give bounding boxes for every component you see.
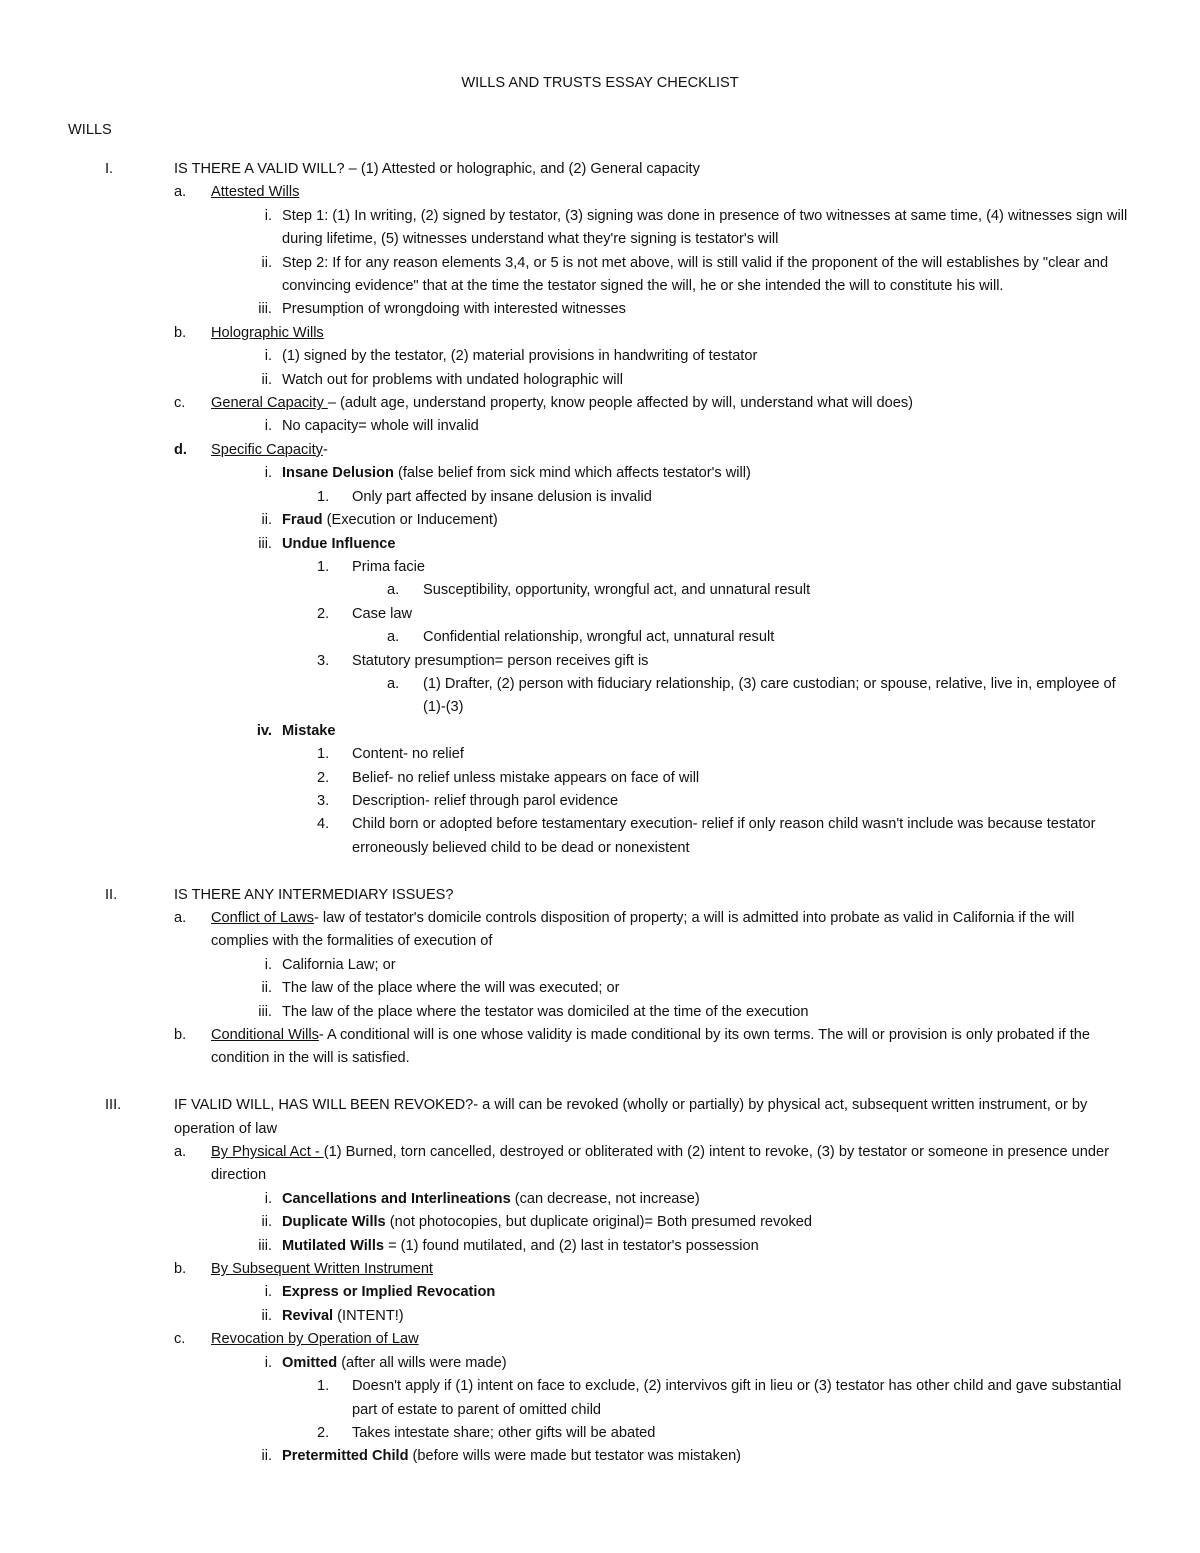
text-run: - law of testator's domicile controls disposition of property; a will is admitted into probate as valid in California if the will complies with the formalities of execution of [211, 909, 1075, 950]
outline-item-level-4 [0, 743, 1200, 766]
item-text [282, 1445, 1137, 1468]
bold-term: Undue Influence [282, 535, 396, 552]
outline-item-level-4 [0, 813, 1200, 860]
text-run: (can decrease, not increase) [510, 1190, 700, 1207]
item-text [174, 884, 1144, 907]
text-run: IS THERE ANY INTERMEDIARY ISSUES? [174, 886, 454, 903]
outline-item-level-3 [0, 1211, 1200, 1234]
text-run: - [322, 441, 328, 458]
outline-item-level-1 [0, 1094, 1200, 1141]
text-run: (1) Drafter, (2) person with fiduciary relationship, (3) care custodian; or spouse, relative, live in, employee of (1)-(3) [423, 675, 1116, 716]
outline-item-level-3 [0, 509, 1200, 532]
text-run: The law of the place where the will was executed; or [282, 980, 620, 997]
outline-item-level-2 [0, 439, 1200, 462]
text-run: (before wills were made but testator was mistaken) [408, 1448, 742, 1465]
item-marker: a. [174, 909, 187, 926]
text-run: The law of the place where the testator was domiciled at the time of the execution [282, 1003, 809, 1020]
outline-item-level-5 [0, 626, 1200, 649]
item-text [211, 392, 1136, 415]
item-text [282, 977, 1137, 1000]
item-marker: i. [264, 1284, 272, 1301]
item-text [282, 1001, 1137, 1024]
item-marker: 2. [317, 605, 330, 622]
underlined-heading: Revocation by Operation of Law [211, 1331, 419, 1348]
item-marker: a. [387, 629, 400, 646]
item-text [174, 158, 1144, 181]
item-marker: i. [264, 418, 272, 435]
outline-item-level-3 [0, 1352, 1200, 1375]
outline-item-level-3 [0, 977, 1200, 1000]
item-marker: iv. [256, 722, 272, 739]
item-marker: a. [387, 675, 400, 692]
item-marker: 1. [317, 488, 330, 505]
item-marker: iii. [258, 1003, 272, 1020]
outline-item-level-3 [0, 954, 1200, 977]
underlined-heading: By Physical Act - [211, 1144, 324, 1161]
text-run: - A conditional will is one whose validity is made conditional by its own terms. The will or provision is only probated if the condition in the will is satisfied. [211, 1027, 1091, 1067]
item-text [282, 954, 1137, 977]
item-marker: 3. [317, 792, 330, 809]
bold-term: Insane Delusion [282, 465, 394, 482]
text-run: (1) Burned, torn cancelled, destroyed or obliterated with (2) intent to revoke, (3) by testator or someone in presence under direction [211, 1144, 1109, 1184]
blank-line [0, 1071, 1200, 1094]
item-text [211, 1141, 1136, 1188]
item-text [211, 1328, 1136, 1351]
item-marker: 1. [317, 558, 330, 575]
item-marker: ii. [261, 1214, 272, 1231]
item-marker: a. [174, 184, 187, 201]
outline-item-level-2 [0, 1328, 1200, 1351]
underlined-heading: Conditional Wills [211, 1027, 319, 1044]
item-marker: i. [264, 207, 272, 224]
bold-term: Cancellations and Interlineations [282, 1190, 511, 1207]
item-text [282, 345, 1137, 368]
outline-item-level-3 [0, 720, 1200, 743]
item-marker: d. [174, 441, 187, 458]
text-run: Prima facie [352, 558, 425, 575]
outline-item-level-3 [0, 298, 1200, 321]
item-text [282, 1235, 1137, 1258]
item-marker: c. [174, 1331, 186, 1348]
text-run: Takes intestate share; other gifts will be abated [352, 1424, 656, 1441]
item-marker: 1. [317, 746, 330, 763]
text-run: = (1) found mutilated, and (2) last in testator's possession [384, 1237, 759, 1254]
outline-item-level-3 [0, 1281, 1200, 1304]
item-marker: a. [174, 1144, 187, 1161]
item-marker: 2. [317, 1424, 330, 1441]
outline-item-level-2 [0, 907, 1200, 954]
underlined-heading: Attested Wills [211, 184, 300, 201]
item-marker: II. [105, 886, 118, 903]
item-text [174, 1094, 1144, 1141]
outline-item-level-3 [0, 369, 1200, 392]
item-text [211, 439, 1136, 462]
underlined-heading: Specific Capacity [211, 441, 323, 458]
text-run: Confidential relationship, wrongful act, unnatural result [423, 629, 775, 646]
outline-item-level-3 [0, 205, 1200, 252]
underlined-heading: Holographic Wills [211, 324, 324, 341]
item-text [352, 1422, 1142, 1445]
text-run: Doesn't apply if (1) intent on face to exclude, (2) intervivos gift in lieu or (3) testator has other child and gave substantial part of estate to parent of omitted child [352, 1378, 1122, 1418]
outline-item-level-2 [0, 392, 1200, 415]
item-text [282, 369, 1137, 392]
item-marker: 1. [317, 1378, 330, 1395]
text-run: (after all wills were made) [337, 1354, 507, 1371]
item-text [282, 298, 1137, 321]
item-text [211, 322, 1136, 345]
outline-item-level-4 [0, 486, 1200, 509]
item-text [352, 650, 1142, 673]
item-text [423, 626, 1123, 649]
text-run: No capacity= whole will invalid [282, 418, 479, 435]
outline-item-level-3 [0, 252, 1200, 299]
outline-item-level-4 [0, 556, 1200, 579]
underlined-heading: By Subsequent Written Instrument [211, 1261, 433, 1278]
text-run: Only part affected by insane delusion is invalid [352, 488, 652, 505]
item-marker: c. [174, 395, 186, 412]
item-text [352, 603, 1142, 626]
item-text [211, 1024, 1136, 1071]
bold-term: Pretermitted Child [282, 1448, 409, 1465]
text-run: (false belief from sick mind which affects testator's will) [393, 465, 751, 482]
item-text [211, 907, 1136, 954]
outline-item-level-5 [0, 673, 1200, 720]
outline-item-level-1 [0, 158, 1200, 181]
outline-item-level-4 [0, 650, 1200, 673]
item-marker: a. [387, 582, 400, 599]
text-run: Step 1: (1) In writing, (2) signed by testator, (3) signing was done in presence of two witnesses at same time, (4) witnesses sign will during lifetime, (5) witnesses understand what they're signing is testator's will [282, 207, 1128, 248]
item-text [423, 673, 1123, 720]
item-marker: i. [264, 1190, 272, 1207]
item-marker: b. [174, 1261, 187, 1278]
underlined-heading: General Capacity [211, 395, 328, 412]
item-text [352, 790, 1142, 813]
item-text [352, 486, 1142, 509]
text-run: – (adult age, understand property, know people affected by will, understand what will does) [327, 395, 913, 412]
item-text [211, 181, 1136, 204]
item-marker: 4. [317, 816, 330, 833]
item-marker: b. [174, 1027, 187, 1044]
bold-term: Fraud [282, 512, 323, 529]
text-run: Statutory presumption= person receives gift is [352, 652, 649, 669]
text-run: Case law [352, 605, 413, 622]
blank-line [0, 860, 1200, 883]
outline-item-level-2 [0, 1024, 1200, 1071]
item-text [282, 1352, 1137, 1375]
document-title: WILLS AND TRUSTS ESSAY CHECKLIST [461, 75, 739, 91]
bold-term: Mutilated Wills [282, 1237, 385, 1254]
item-text [352, 1375, 1142, 1422]
item-marker: ii. [261, 254, 272, 271]
item-text [282, 205, 1137, 252]
item-marker: i. [264, 348, 272, 365]
item-marker: ii. [261, 980, 272, 997]
outline-item-level-2 [0, 1141, 1200, 1188]
item-marker: ii. [261, 1448, 272, 1465]
text-run: (Execution or Inducement) [322, 512, 498, 529]
item-text [282, 415, 1137, 438]
outline-item-level-3 [0, 1305, 1200, 1328]
outline-item-level-3 [0, 1001, 1200, 1024]
text-run: Step 2: If for any reason elements 3,4, or 5 is not met above, will is still valid if the proponent of the will establishes by "clear and convincing evidence" that at the time the testator signed the will, he or she intended the will to constitute his will. [282, 254, 1109, 295]
outline-item-level-3 [0, 345, 1200, 368]
bold-term: Duplicate Wills [282, 1214, 386, 1231]
outline-item-level-4 [0, 1422, 1200, 1445]
outline-item-level-5 [0, 579, 1200, 602]
item-text [282, 1305, 1137, 1328]
item-marker: ii. [261, 1307, 272, 1324]
bold-term: Mistake [282, 722, 336, 739]
text-run: Belief- no relief unless mistake appears on face of will [352, 769, 700, 786]
section-heading: WILLS [68, 122, 112, 138]
item-marker: i. [264, 465, 272, 482]
outline-item-level-2 [0, 1258, 1200, 1281]
text-run: (1) signed by the testator, (2) material provisions in handwriting of testator [282, 348, 758, 365]
item-text [352, 767, 1142, 790]
item-text [352, 556, 1142, 579]
item-marker: iii. [258, 535, 272, 552]
item-text [282, 509, 1137, 532]
outline-item-level-1 [0, 884, 1200, 907]
item-marker: ii. [261, 371, 272, 388]
item-text [282, 720, 1137, 743]
text-run: Content- no relief [352, 746, 464, 763]
item-marker: i. [264, 956, 272, 973]
text-run: IF VALID WILL, HAS WILL BEEN REVOKED?- a will can be revoked (wholly or partially) by physical act, subsequent written instrument, or by operation of law [174, 1097, 1088, 1137]
item-marker: b. [174, 324, 187, 341]
text-run: Description- relief through parol evidence [352, 792, 619, 809]
outline-item-level-4 [0, 767, 1200, 790]
item-text [423, 579, 1123, 602]
outline-item-level-3 [0, 462, 1200, 485]
item-marker: 2. [317, 769, 330, 786]
item-text [352, 743, 1142, 766]
bold-term: Revival [282, 1307, 334, 1324]
item-text [211, 1258, 1136, 1281]
text-run: (INTENT!) [333, 1307, 404, 1324]
item-text [282, 1281, 1137, 1304]
outline-item-level-2 [0, 181, 1200, 204]
bold-term: Express or Implied Revocation [282, 1284, 496, 1301]
item-marker: 3. [317, 652, 330, 669]
outline-item-level-3 [0, 1188, 1200, 1211]
item-marker: i. [264, 1354, 272, 1371]
outline-item-level-2 [0, 322, 1200, 345]
item-text [282, 1211, 1137, 1234]
underlined-heading: Conflict of Laws [211, 909, 315, 926]
text-run: (not photocopies, but duplicate original)= Both presumed revoked [385, 1214, 812, 1231]
outline-item-level-4 [0, 790, 1200, 813]
text-run: Susceptibility, opportunity, wrongful act, and unnatural result [423, 582, 811, 599]
text-run: IS THERE A VALID WILL? – (1) Attested or holographic, and (2) General capacity [174, 161, 700, 177]
text-run: California Law; or [282, 956, 396, 973]
outline-item-level-3 [0, 1445, 1200, 1468]
item-marker: I. [105, 161, 114, 177]
item-marker: iii. [258, 301, 272, 318]
outline-item-level-3 [0, 1235, 1200, 1258]
item-marker: III. [105, 1097, 122, 1114]
text-run: Watch out for problems with undated holographic will [282, 371, 623, 388]
outline-item-level-4 [0, 603, 1200, 626]
text-run: Presumption of wrongdoing with interested witnesses [282, 301, 626, 318]
text-run: Child born or adopted before testamentary execution- relief if only reason child wasn't include was because testator erroneously believed child to be dead or nonexistent [352, 816, 1096, 856]
item-text [282, 533, 1137, 556]
item-marker: ii. [261, 512, 272, 529]
bold-term: Omitted [282, 1354, 338, 1371]
item-text [282, 252, 1137, 299]
item-text [282, 462, 1137, 485]
outline-item-level-4 [0, 1375, 1200, 1422]
outline-item-level-3 [0, 533, 1200, 556]
outline-item-level-3 [0, 415, 1200, 438]
checklist-outline [0, 158, 1200, 1469]
item-text [282, 1188, 1137, 1211]
item-text [352, 813, 1142, 860]
item-marker: iii. [258, 1237, 272, 1254]
